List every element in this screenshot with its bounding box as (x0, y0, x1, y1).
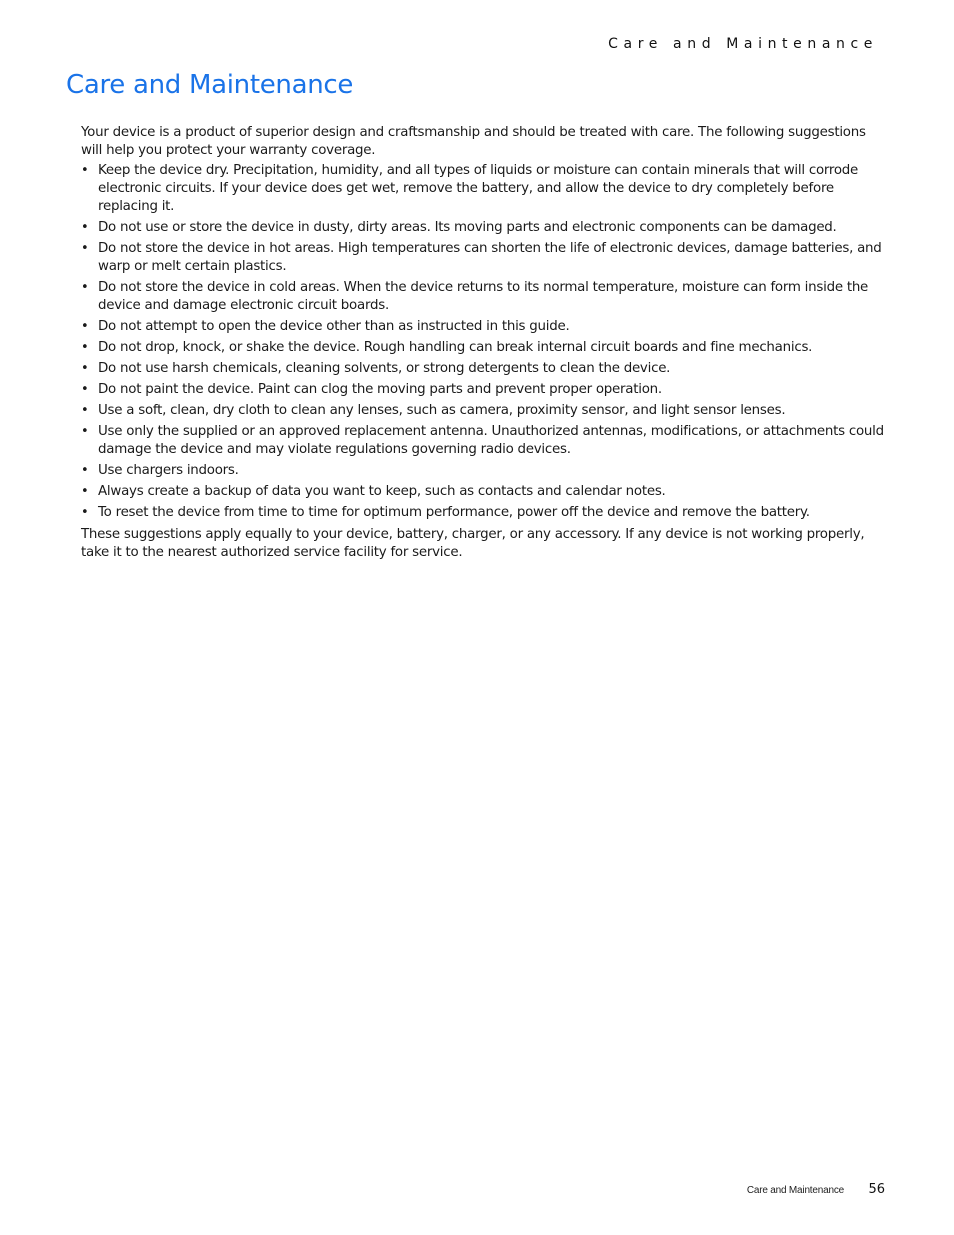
list-item (81, 219, 886, 237)
care-suggestions-list (81, 162, 886, 522)
list-item (81, 279, 886, 315)
list-item-text: Do not store the device in hot areas. High temperatures can shorten the life of electronic devices, damage batteries, and warp or melt certain plastics. (98, 241, 882, 274)
list-item-text: Keep the device dry. Precipitation, humidity, and all types of liquids or moisture can contain minerals that will corrode electronic circuits. If your device does get wet, remove the battery, and allow the device to dry completely before replacing it. (98, 163, 859, 214)
list-item (81, 318, 886, 336)
bullet-icon: • (81, 340, 89, 355)
intro-paragraph: Your device is a product of superior design and craftsmanship and should be treated with care. The following suggestions will help you protect your warranty coverage. (81, 125, 866, 158)
list-item-text: Always create a backup of data you want to keep, such as contacts and calendar notes. (98, 484, 666, 499)
list-item (81, 360, 886, 378)
bullet-icon: • (81, 280, 89, 295)
list-item (81, 462, 886, 480)
list-item-text: Do not store the device in cold areas. When the device returns to its normal temperature, moisture can form inside the device and damage electronic circuit boards. (98, 280, 869, 313)
page-title: Care and Maintenance (66, 70, 354, 100)
list-item (81, 381, 886, 399)
list-item-text: Do not paint the device. Paint can clog the moving parts and prevent proper operation. (98, 382, 662, 397)
bullet-icon: • (81, 220, 89, 235)
list-item (81, 483, 886, 501)
bullet-icon: • (81, 361, 89, 376)
bullet-icon: • (81, 382, 89, 397)
bullet-icon: • (81, 463, 89, 478)
list-item-text: Do not attempt to open the device other than as instructed in this guide. (98, 319, 570, 334)
list-item-text: Use only the supplied or an approved replacement antenna. Unauthorized antennas, modifications, or attachments could damage the device and may violate regulations governing radio devices. (98, 424, 884, 457)
bullet-icon: • (81, 163, 89, 178)
running-header: Care and Maintenance (608, 36, 878, 52)
list-item-text: Use chargers indoors. (98, 463, 239, 478)
list-item (81, 423, 886, 459)
page-body (81, 124, 886, 562)
list-item (81, 240, 886, 276)
list-item-text: Do not drop, knock, or shake the device. Rough handling can break internal circuit boards and fine mechanics. (98, 340, 813, 355)
bullet-icon: • (81, 319, 89, 334)
page-footer (747, 1180, 885, 1198)
closing-paragraph: These suggestions apply equally to your device, battery, charger, or any accessory. If any device is not working properly, take it to the nearest authorized service facility for service. (81, 527, 865, 560)
list-item (81, 339, 886, 357)
list-item (81, 504, 886, 522)
page-number: 56 (868, 1182, 885, 1197)
list-item-text: Use a soft, clean, dry cloth to clean any lenses, such as camera, proximity sensor, and light sensor lenses. (98, 403, 786, 418)
list-item-text: To reset the device from time to time for optimum performance, power off the device and remove the battery. (98, 505, 810, 520)
list-item (81, 402, 886, 420)
list-item-text: Do not use or store the device in dusty, dirty areas. Its moving parts and electronic components can be damaged. (98, 220, 837, 235)
footer-section-label: Care and Maintenance (746, 1185, 844, 1196)
bullet-icon: • (81, 403, 89, 418)
bullet-icon: • (81, 424, 89, 439)
bullet-icon: • (81, 484, 89, 499)
list-item (81, 162, 886, 216)
bullet-icon: • (81, 241, 89, 256)
bullet-icon: • (81, 505, 89, 520)
list-item-text: Do not use harsh chemicals, cleaning solvents, or strong detergents to clean the device. (98, 361, 671, 376)
